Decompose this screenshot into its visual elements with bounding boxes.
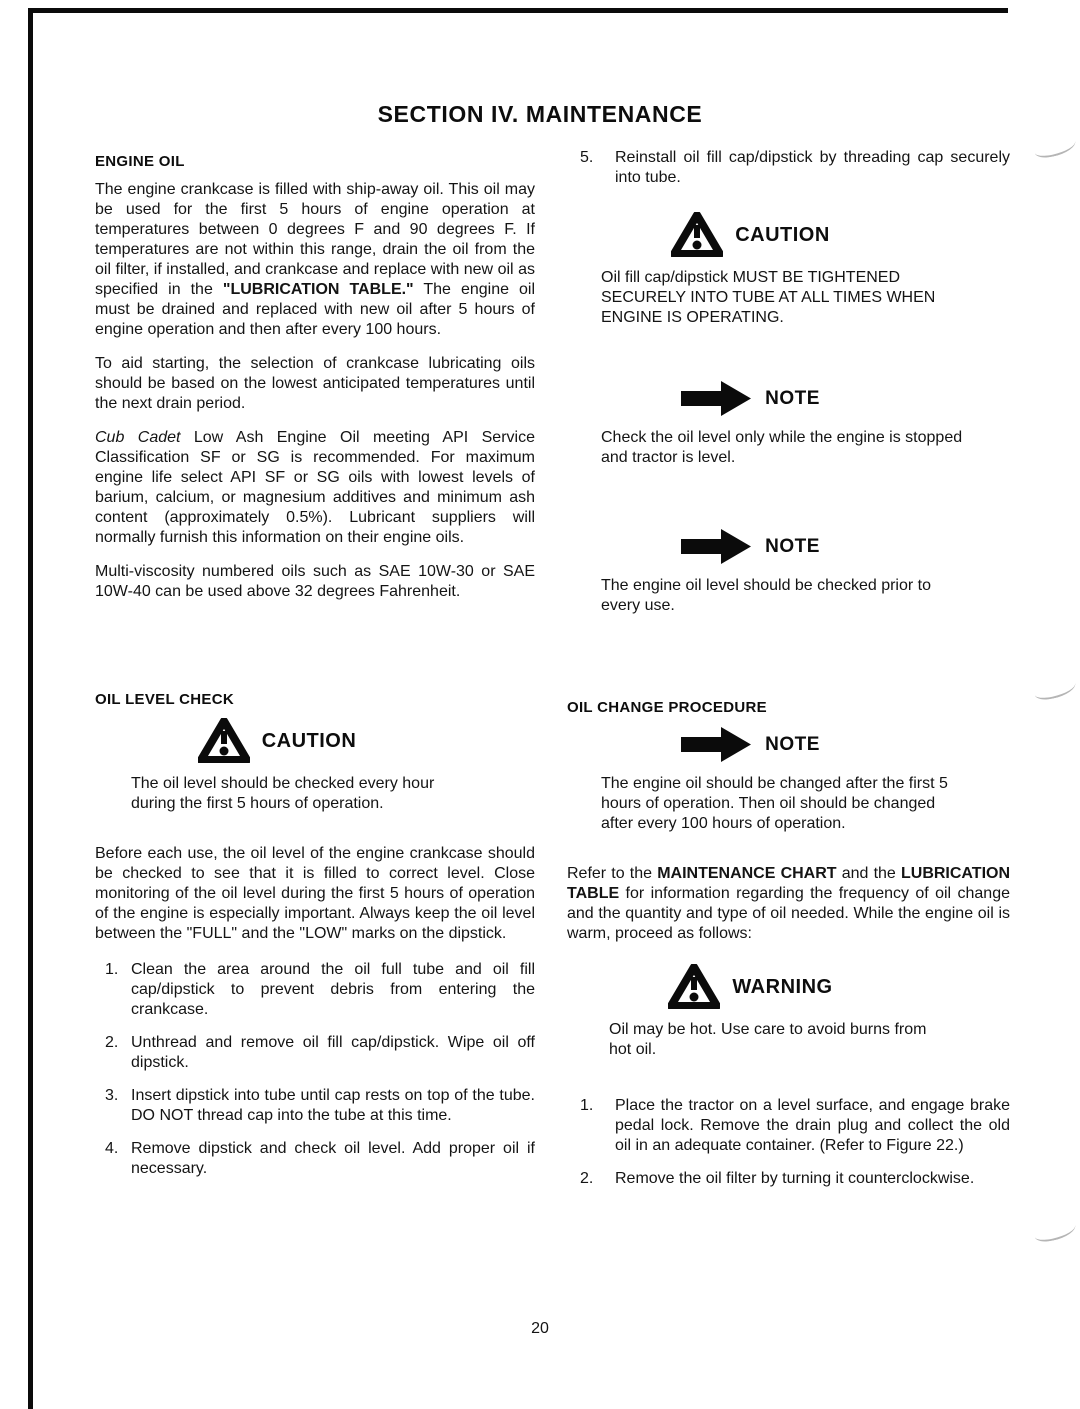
caution-block <box>95 718 535 814</box>
warning-label: WARNING <box>732 975 833 998</box>
step-text: Place the tractor on a level surface, and engage brake pedal lock. Remove the drain plug and collect the old oil in an adequate container. (Refer to Figure 22.) <box>615 1097 1010 1154</box>
warning-header <box>529 964 972 1009</box>
note-block <box>567 380 1010 468</box>
step-text: Insert dipstick into tube until cap rests on top of the tube. DO NOT thread cap into the tube at this time. <box>131 1087 535 1124</box>
engine-oil-paragraph-4: Multi-viscosity numbered oils such as SAE 10W-30 or SAE 10W-40 can be used above 32 degrees Fahrenheit. <box>95 563 535 600</box>
scan-artifact <box>1033 676 1078 702</box>
oil-level-paragraph: Before each use, the oil level of the engine crankcase should be checked to see that it is filled to correct level. Close monitoring of the oil level during the first 5 hours of operation of the engine is especially important. Always keep the oil level between the "FULL" and the "LOW" marks on the dipstick. <box>95 845 535 942</box>
heading-engine-oil: ENGINE OIL <box>95 153 185 170</box>
caution-label: CAUTION <box>261 729 357 752</box>
step-text: Unthread and remove oil fill cap/dipstick. Wipe oil off dipstick. <box>131 1034 535 1071</box>
caution-text: Oil fill cap/dipstick MUST BE TIGHTENED SECURELY INTO TUBE AT ALL TIMES WHEN ENGINE IS OPERATING. <box>601 269 936 326</box>
page-title: SECTION IV. MAINTENANCE <box>377 101 703 127</box>
oil-change-paragraph: Refer to the MAINTENANCE CHART and the LUBRICATION TABLE for information regarding the frequency of oil change and the quantity and type of oil needed. While the engine oil is warm, proceed as follows: <box>567 865 1011 942</box>
note-arrow-icon <box>681 528 753 565</box>
right-column <box>567 148 1010 1202</box>
step-row <box>567 148 1010 188</box>
step-number: 4. <box>105 1140 119 1157</box>
note-label: NOTE <box>765 387 820 409</box>
note-arrow-icon <box>681 726 753 763</box>
step-text: Remove dipstick and check oil level. Add proper oil if necessary. <box>131 1140 535 1177</box>
note-text: Check the oil level only while the engine is stopped and tractor is level. <box>601 429 963 466</box>
caution-label: CAUTION <box>735 223 830 246</box>
note-block <box>567 528 1010 616</box>
step-number: 3. <box>105 1087 119 1104</box>
heading-oil-level-check: OIL LEVEL CHECK <box>95 691 234 708</box>
engine-oil-paragraph-2: To aid starting, the selection of crankcase lubricating oils should be based on the lowest anticipated temperatures until the next drain period. <box>95 355 535 412</box>
warning-block <box>567 964 1010 1060</box>
step-row <box>567 1169 1010 1189</box>
scan-artifact <box>1033 1218 1078 1244</box>
step-row <box>95 1033 535 1073</box>
caution-icon <box>671 212 723 257</box>
warning-icon <box>668 964 720 1009</box>
step-row <box>95 1139 535 1179</box>
step-text: Reinstall oil fill cap/dipstick by threading cap securely into tube. <box>615 149 1010 186</box>
caution-header <box>57 718 497 763</box>
note-block <box>567 726 1010 834</box>
step-number: 2. <box>105 1034 119 1051</box>
scan-border-left <box>28 8 33 1409</box>
step-row <box>567 1096 1010 1156</box>
note-label: NOTE <box>765 535 820 557</box>
left-column <box>95 152 535 1192</box>
engine-oil-paragraph-1: The engine crankcase is filled with ship-away oil. This oil may be used for the first 5 hours of engine operation at temperatures between 0 degrees F and 90 degrees F. If temperatures are not within this range, drain the oil from the oil filter, if installed, and crankcase and replace with new oil as specified in the "LUBRICATION TABLE." The engine oil must be drained and replaced with new oil after 5 hours of engine operation and then after every 100 hours. <box>95 181 536 338</box>
step-number: 1. <box>105 961 119 978</box>
step-row <box>95 1086 535 1126</box>
note-header <box>529 528 972 565</box>
step-number: 1. <box>580 1097 594 1114</box>
caution-header <box>529 212 972 257</box>
heading-oil-change-procedure: OIL CHANGE PROCEDURE <box>567 699 767 716</box>
engine-oil-paragraph-3: Cub Cadet Low Ash Engine Oil meeting API Service Classification SF or SG is recommended. For maximum engine life select API SF or SG oils with lowest levels of barium, calcium, or magnesium additives and minimum ash content (approximately 0.5%). Lubricant suppliers will normally furnish this information on their engine oils. <box>95 429 535 546</box>
note-label: NOTE <box>765 733 820 755</box>
step-number: 5. <box>580 149 594 166</box>
note-header <box>529 726 972 763</box>
note-arrow-icon <box>681 380 753 417</box>
page-number: 20 <box>531 1320 549 1337</box>
caution-block <box>567 212 1010 328</box>
step-text: Clean the area around the oil full tube and oil fill cap/dipstick to prevent debris from entering the crankcase. <box>131 961 535 1018</box>
warning-text: Oil may be hot. Use care to avoid burns from hot oil. <box>609 1021 927 1058</box>
note-header <box>529 380 972 417</box>
step-number: 2. <box>580 1170 594 1187</box>
note-text: The engine oil level should be checked prior to every use. <box>601 577 931 614</box>
caution-icon <box>198 718 250 763</box>
step-text: Remove the oil filter by turning it counterclockwise. <box>615 1170 975 1187</box>
note-text: The engine oil should be changed after the first 5 hours of operation. Then oil should be changed after every 100 hours of operation. <box>601 775 948 832</box>
step-row <box>95 960 535 1020</box>
scan-artifact <box>1033 134 1078 160</box>
caution-text: The oil level should be checked every hour during the first 5 hours of operation. <box>131 775 435 812</box>
scan-border-top <box>28 8 1008 13</box>
